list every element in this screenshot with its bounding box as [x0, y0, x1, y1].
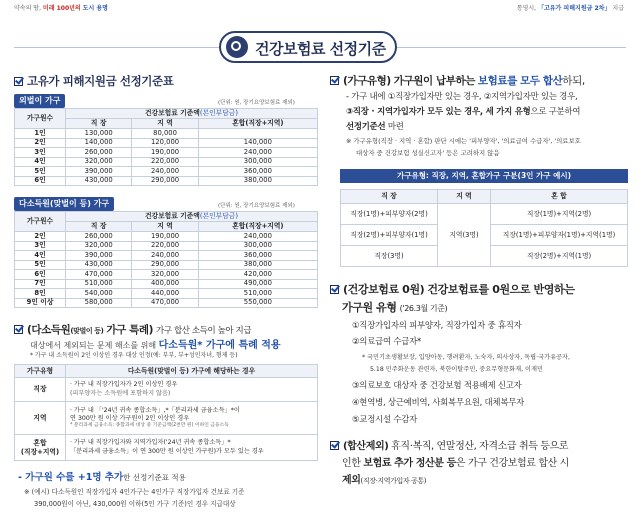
col-mixed: 혼합(직장+지역)	[198, 119, 317, 129]
magnifier-icon	[226, 36, 248, 58]
footer-example-2: 390,000원이 아닌, 430,000원 이하(5인 가구 기준)인 경우 지급대상	[34, 500, 236, 508]
table-row: 5인 430,000 290,000 380,000	[15, 260, 318, 270]
list-item: ④현역병, 상근예비역, 사회복무요원, 대체복무자	[352, 397, 524, 407]
table-row: 5인 390,000 240,000 360,000	[15, 167, 318, 177]
col-mixed: 혼 합	[491, 190, 628, 204]
single-income-table	[14, 108, 318, 186]
table-row: 6인 430,000 290,000 380,000	[15, 176, 318, 186]
table-row: 6인 470,000 320,000 420,000	[15, 270, 318, 280]
household-type-line2: - 가구 내에 ①직장가입자만 있는 경우, ②지역가입자만 있는 경우,	[346, 91, 578, 101]
table-row: 3인 320,000 220,000 300,000	[15, 241, 318, 251]
col-region: 지 역	[438, 190, 491, 204]
table-row: 지역 · 가구 내 「'24년 귀속 종합소득」,*「분리과세 금융소득」*이 연 300만 원 이상 가구원이 2인 이상인 경우 * 분리과세 금융소득: 종합과세 대상 중 기준금액(2천만 원) 이하인 금융소득	[15, 402, 318, 435]
col-standard: 건강보험료 기준액(본인부담금)	[66, 212, 318, 222]
zero-premium-heading: (건강보험료 0원) 건강보험료를 0원으로 반영하는	[330, 281, 574, 297]
col-workplace: 직 장	[66, 119, 132, 129]
col-workplace: 직 장	[66, 222, 132, 232]
col-mixed: 혼합(직장+지역)	[198, 222, 317, 232]
note: 5.18 민주화운동 관련자, 북한이탈주민, 중요무형문화재, 이재민	[370, 366, 543, 373]
unit-note: (단위: 원, 장기요양보험료 제외)	[218, 100, 295, 106]
page-title-area	[0, 27, 640, 67]
list-item: ①직장가입자의 피부양자, 직장가입자 중 휴직자	[352, 320, 522, 330]
note: * 국민기초생활보장, 입양아동, 행려환자, 노숙자, 의사상자, 독립·국가유공자,	[362, 354, 570, 361]
table-row: 직장(1명)+피부양자(2명) 지역(3명) 직장(1명)+지역(2명)	[341, 204, 628, 225]
table-row: 3인 260,000 190,000 240,000	[15, 148, 318, 158]
header-bar	[0, 0, 640, 16]
zero-premium-heading-2: 가구원 유형 ('26.3월 기준)	[342, 301, 448, 314]
table-row: 8인 540,000 440,000 510,000	[15, 289, 318, 299]
checkbox-icon	[14, 77, 23, 86]
col-workplace: 직 장	[341, 190, 438, 204]
household-type-line3: ③직장 · 지역가입자가 모두 있는 경우, 세 가지 유형으로 구분하여	[346, 106, 581, 116]
list-item: ③의료보호 대상자 중 건강보험 적용배제 신고자	[352, 380, 522, 390]
col-condition: 다소득원(맞벌이 등) 가구에 해당하는 경우	[66, 365, 318, 378]
table-row: 4인 390,000 240,000 360,000	[15, 251, 318, 261]
tag-multi-income: 다소득원(맞벌이 등) 가구	[14, 197, 114, 211]
table-row: 7인 510,000 400,000 490,000	[15, 279, 318, 289]
tag-single-income: 외벌이 가구	[14, 94, 65, 108]
exclusion-line2: 인한 보험료 추가 정산분 등은 가구 건강보험료 합산 시	[342, 458, 569, 469]
checkbox-icon	[14, 325, 23, 334]
special-case-heading: (다소득원(맞벌이 등) 가구 특례) 가구 합산 소득이 높아 지급	[14, 322, 251, 337]
header-caption: 통영시, 「고유가 피해지원금 2차」 지급	[516, 5, 624, 12]
exclusion-line3: 제외(직장·지역가입자 공통)	[342, 475, 427, 486]
household-type-line4: 선정기준선 마련	[346, 121, 404, 131]
list-item: ②의료급여 수급자*	[352, 336, 421, 346]
page-title: 건강보험료 선정기준	[255, 40, 386, 58]
multi-income-table	[14, 211, 318, 308]
household-type-heading: (가구유형) 가구원이 납부하는 보험료를 모두 합산하되,	[330, 73, 585, 88]
table-row: 4인 320,000 220,000 300,000	[15, 157, 318, 167]
table-row: 직장 · 가구 내 직장가입자가 2인 이상인 경우 (피부양자는 소득원에 포함하지 않음)	[15, 378, 318, 402]
col-members: 가구원수	[15, 109, 66, 129]
footer-rule: - 가구원 수를 +1명 추가한 선정기준표 적용	[18, 472, 186, 483]
list-item: ⑤교정시설 수감자	[352, 414, 418, 424]
col-region: 지 역	[132, 119, 198, 129]
col-region: 지 역	[132, 222, 198, 232]
special-case-line2: 대상에서 제외되는 문제 해소를 위해 다소득원* 가구에 특례 적용	[30, 340, 281, 351]
table-row: 1인 130,000 80,000	[15, 129, 318, 139]
checkbox-icon	[330, 441, 339, 450]
household-type-note2: 대상자 중 건강보험 성실신고자' 등은 고려하지 않음	[356, 149, 500, 157]
col-members: 가구원수	[15, 212, 66, 232]
table-row: 혼합 (직장+지역) · 가구 내 직장가입자와 지역가입자('24년 귀속 종합소득」* 「분리과세 금융소득」이 연 300만 원 이상인 가구원)가 모두 있는 경우	[15, 435, 318, 461]
household-type-table	[340, 189, 628, 267]
household-type-banner: 가구유형: 직장, 지역, 혼합가구 구분(3인 가구 예시)	[340, 169, 628, 183]
exclusion-heading: (합산제외) 휴직·복직, 연말정산, 자격소급 취득 등으로	[330, 437, 568, 452]
multi-income-type-table	[14, 364, 318, 461]
footer-example-1: ※ (예시) 다소득원인 직장가입자 4인가구는 4인가구 직장가입자 건보료 기준	[24, 488, 245, 496]
special-case-note: * 가구 내 소득원이 2인 이상인 경우 대상 인정(예: 부부, 부+성인자녀, 형제 등)	[30, 352, 238, 359]
col-standard: 건강보험료 기준액(본인부담금)	[66, 109, 318, 119]
unit-note: (단위: 원, 장기요양보험료 제외)	[218, 203, 295, 209]
table-row: 직장(2명)+피부양자(1명) 직장(1명)+피부양자(1명)+지역(1명)	[341, 225, 628, 246]
slogan: 약속의 땅, 미래 100년의 도시 용명	[14, 5, 108, 12]
col-type: 가구유형	[15, 365, 66, 378]
page-title-box	[219, 31, 397, 63]
table-row: 2인 140,000 120,000 140,000	[15, 138, 318, 148]
section-criteria-title: 고유가 피해지원금 선정기준표	[14, 73, 173, 89]
household-type-note1: ※ 가구유형(직장 · 지역 · 혼합) 판단 시에는 '피부양자', '의료급여 수급자', '의료보호	[346, 137, 581, 145]
table-row: 2인 260,000 190,000 240,000	[15, 232, 318, 242]
checkbox-icon	[330, 285, 339, 294]
checkbox-icon	[330, 76, 339, 85]
table-row: 직장(3명) 직장(2명)+지역(1명)	[341, 246, 628, 267]
table-row: 9인 이상 580,000 470,000 550,000	[15, 298, 318, 308]
